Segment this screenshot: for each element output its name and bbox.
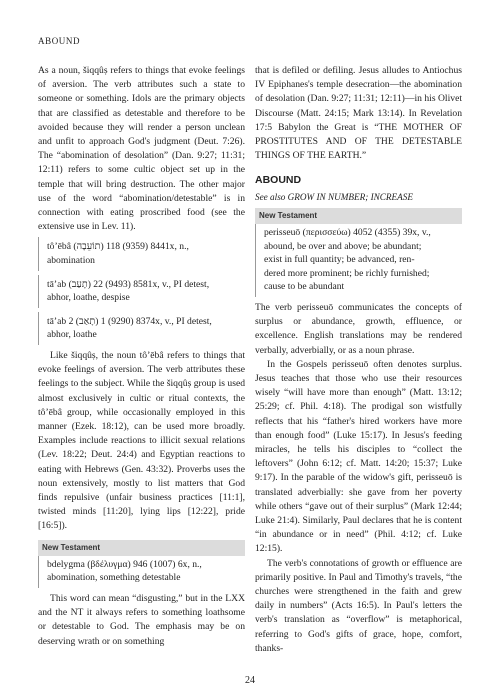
new-testament-label: New Testament bbox=[38, 540, 245, 556]
left-column bbox=[38, 64, 245, 649]
paragraph-toeba: Like šiqqûṣ, the noun tô’ēbâ refers to things that evoke feelings of aversion. The verb attributes these feelings to the subject. While the šiqqûṣ group is used almost exclusively in cultic or ritual contexts, the tô’ēbâ group, while occasionally employed in this manner (Ezek. 18:12), can be used more broadly. Examples include reactions to illicit sexual relations (Lev. 18:22; Deut. 24:4) and Egyptian reactions to eating with Hebrews (Gen. 43:32). Proverbs uses the noun extensively, mostly to list matters that God finds repulsive (unfair business practices [11:1], twisted minds [11:20], lying lips [12:22], pride [16:5]). bbox=[38, 350, 245, 532]
entry-headword-line: tô’ēbâ (תוֹעֵבָה) 8441 (9359) 118x, n., bbox=[47, 241, 189, 253]
lexical-entry-taab bbox=[38, 275, 245, 308]
right-column bbox=[255, 64, 462, 656]
entry-gloss-line: abomination, something detestable bbox=[47, 572, 181, 584]
entry-headword-line: tā’ab 2 (תָאַב) 8374 (9290) 1x, v., PI detest, bbox=[47, 315, 212, 327]
paragraph-perisseuo-intro: The verb perisseuō communicates the concepts of surplus or abundance, growth, effluence, or excellence. English translations may be rendered verbally, adverbially, or as a noun phrase. bbox=[255, 302, 462, 356]
entry-headword-line: bdelygma (βδέλυγμα) 946 (1007) 6x, n., bbox=[47, 558, 202, 570]
paragraph-growth: The verb's connotations of growth or effluence are primarily positive. In Paul and Timothy's travels, “the churches were strengthened in the faith and grew daily in numbers” (Acts 16:5). In Paul's letters the verb's translation as “overflow” is metaphorical, referring to God's gifts of grace, hope, comfort, thanks- bbox=[255, 557, 462, 654]
paragraph-gospels: In the Gospels perisseuō often denotes surplus. Jesus teaches that those who use their resources wisely “will have more than enough” (Matt. 13:12; 25:29; cf. Phil. 4:18). The prodigal son wistfully reflects that his “father's hired workers have more than enough food” (Luke 15:17). In Jesus's feeding miracles, he tells his disciples to “collect the leftovers” (John 6:12; cf. Matt. 14:20; 15:37; Luke 9:17). In the parable of the widow's gift, perisseuō is translated adverbially: she gave from her poverty while others “gave out of their surplus” (Mark 12:44; Luke 21:4). Similarly, Paul declares that he is content “in abundance or in need” (Phil. 4:12; cf. Luke 12:15). bbox=[255, 358, 462, 555]
lexical-entry-perisseuo bbox=[255, 224, 462, 297]
entry-gloss-line: abhor, loathe, despise bbox=[47, 292, 130, 304]
entry-gloss-line: cause to be abundant bbox=[264, 281, 345, 293]
new-testament-label: New Testament bbox=[255, 208, 462, 224]
see-also-line: See also GROW IN NUMBER; INCREASE bbox=[255, 191, 413, 202]
paragraph-continuation: that is defiled or defiling. Jesus alludes to Antiochus IV Epiphanes's temple desecration—the abomination of desolation (Dan. 9:27; 11:31; 12:11)—in his Olivet Discourse (Matt. 24:15; Mark 13:14). In Revelation 17:5 Babylon the Great is “THE MOTHER OF PROSTITUTES AND OF THE DETESTABLE THINGS OF THE EARTH.” bbox=[255, 65, 462, 162]
page-number: 24 bbox=[245, 675, 255, 686]
paragraph-shiqqus: As a noun, šiqqûṣ refers to things that evoke feelings of aversion. The verb attributes such a state to someone or something. Idols are the primary objects that are classified as detestable and therefore to be avoided because they will render a person unclean and unfit to approach God's judgment (Deut. 7:26). The “abomination of desolation” (Dan. 9:27; 11:31; 12:11) refers to some cultic object set up in the temple that will bring destruction. The other major use of the word “abomination/detestable” is in connection with eating proscribed food (see the extensive use in Lev. 11). bbox=[38, 65, 245, 233]
nt-section-bdelygma bbox=[38, 540, 245, 588]
paragraph-bdelygma: This word can mean “disgusting,” but in the LXX and the NT it always refers to something loathsome or detestable to God. The emphasis may be on deserving wrath or on something bbox=[38, 593, 245, 647]
entry-gloss-line: exist in full quantity; be advanced, ren- bbox=[264, 254, 415, 266]
entry-heading-abound: ABOUND bbox=[255, 174, 302, 187]
entry-gloss-line: abhor, loathe bbox=[47, 329, 97, 341]
lexical-entry-toeba bbox=[38, 237, 245, 270]
entry-headword-line: tā’ab (תָעַב) 8581 (9493) 22x, v., PI detest, bbox=[47, 278, 210, 290]
entry-gloss-line: abomination bbox=[47, 255, 95, 267]
entry-gloss-line: abound, be over and above; be abundant; bbox=[264, 240, 422, 252]
lexical-entry-bdelygma bbox=[38, 556, 245, 588]
entry-headword-line: perisseuō (περισσεύω) 4052 (4355) 39x, v., bbox=[264, 227, 431, 239]
lexical-entry-taab-2 bbox=[38, 312, 245, 345]
entry-gloss-line: dered more prominent; be richly furnished; bbox=[264, 267, 430, 279]
running-head: ABOUND bbox=[38, 36, 81, 46]
